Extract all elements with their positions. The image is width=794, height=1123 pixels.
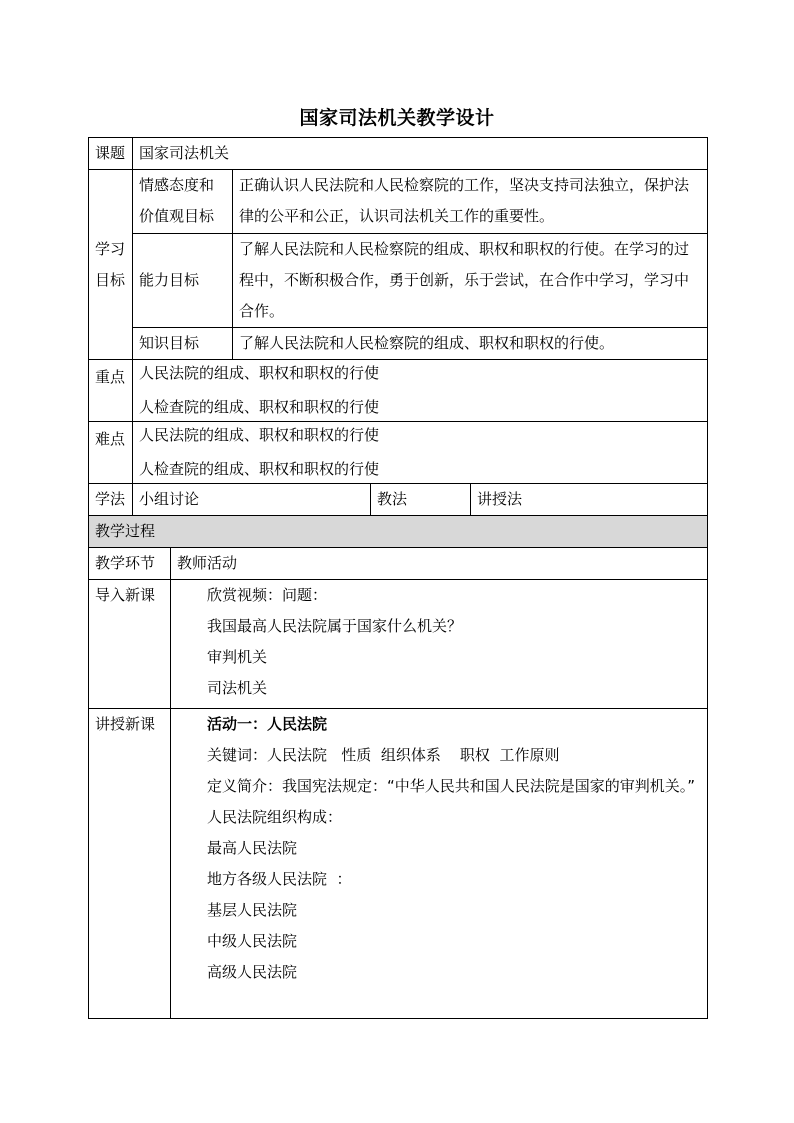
document-title: 国家司法机关教学设计 [299, 107, 495, 129]
lecture-heading: 活动一：人民法院 [207, 715, 328, 733]
difficulties-content [133, 422, 708, 484]
lecture-keywords: 关键词：人民法院 性质 组织体系 职权 工作原则 [207, 746, 560, 764]
teach-method-label: 教法 [371, 484, 471, 516]
goal-knowledge-text: 了解人民法院和人民检察院的组成、职权和职权的行使。 [233, 328, 708, 360]
process-header-row [89, 516, 708, 548]
topic-value: 国家司法机关 [133, 138, 708, 170]
lecture-line: 高级人民法院 [207, 963, 298, 981]
goal-knowledge-label: 知识目标 [133, 328, 233, 360]
goal-emotion-text: 正确认识人民法院和人民检察院的工作，坚决支持司法独立，保护法律的公平和公正，认识司法机关工作的重要性。 [233, 170, 708, 234]
goal-emotion-label: 情感态度和 价值观目标 [133, 170, 233, 234]
lecture-line: 人民法院组织构成： [207, 808, 343, 826]
lesson-plan-table [88, 137, 708, 1019]
goal-ability-label: 能力目标 [133, 234, 233, 328]
study-method-value: 小组讨论 [133, 484, 371, 516]
lecture-definition: 定义简介：我国宪法规定：“中华人民共和国人民法院是国家的审判机关。” [207, 777, 696, 795]
intro-content [171, 580, 708, 709]
intro-line: 司法机关 [207, 679, 268, 697]
methods-row [89, 484, 708, 516]
key-point-2: 人检查院的组成、职权和职权的行使 [139, 398, 380, 416]
study-method-label: 学法 [89, 484, 133, 516]
key-point-1: 人民法院的组成、职权和职权的行使 [139, 364, 380, 382]
difficulty-1: 人民法院的组成、职权和职权的行使 [139, 426, 380, 444]
lecture-row [89, 709, 708, 1019]
goal-ability-row [89, 234, 708, 328]
lecture-content [171, 709, 708, 1019]
intro-line: 欣赏视频：问题： [207, 586, 328, 604]
difficulty-2: 人检查院的组成、职权和职权的行使 [139, 460, 380, 478]
key-points-content [133, 360, 708, 422]
goal-ability-text: 了解人民法院和人民检察院的组成、职权和职权的行使。在学习的过程中，不断积极合作，勇于创新，乐于尝试，在合作中学习，学习中合作。 [233, 234, 708, 328]
key-points-row [89, 360, 708, 422]
lecture-line: 中级人民法院 [207, 932, 298, 950]
goal-knowledge-row [89, 328, 708, 360]
difficulties-row [89, 422, 708, 484]
lecture-line: 最高人民法院 [207, 839, 298, 857]
process-header: 教学过程 [89, 516, 708, 548]
key-points-label: 重点 [89, 360, 133, 422]
intro-row [89, 580, 708, 709]
intro-label: 导入新课 [89, 580, 171, 709]
lecture-line: 地方各级人民法院 ： [207, 870, 352, 888]
difficulties-label: 难点 [89, 422, 133, 484]
lecture-label: 讲授新课 [89, 709, 171, 1019]
topic-row [89, 138, 708, 170]
goal-emotion-row [89, 170, 708, 234]
teach-method-value: 讲授法 [471, 484, 708, 516]
topic-label: 课题 [89, 138, 133, 170]
process-col-teacher: 教师活动 [171, 548, 708, 580]
goals-label: 学习 目标 [89, 170, 133, 360]
intro-line: 我国最高人民法院属于国家什么机关？ [207, 617, 463, 635]
process-columns-row [89, 548, 708, 580]
intro-line: 审判机关 [207, 648, 268, 666]
lecture-line: 基层人民法院 [207, 901, 298, 919]
process-col-stage: 教学环节 [89, 548, 171, 580]
